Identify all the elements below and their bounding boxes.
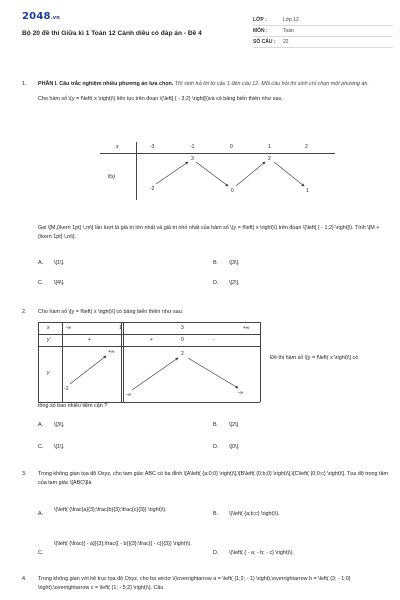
answer-letter: B. bbox=[213, 260, 219, 266]
f-value: 2 bbox=[268, 156, 271, 162]
f-value: 0 bbox=[231, 188, 234, 194]
answer-letter: A. bbox=[38, 511, 44, 517]
answer-letter: C. bbox=[38, 280, 44, 286]
y-value: 2 bbox=[181, 351, 184, 357]
question-stem: Trong không gian tọa độ Oxyz, cho tam giác ABC có ba đỉnh \[A\left( {a;0;0} \right)\],\[B\left( {0;b;0} \right)\],\[C\left( {0;0;c} \right)\]. Tọa độ trọng tâm của tam giác \[ABC\]là bbox=[38, 471, 388, 486]
site-logo[interactable] bbox=[22, 11, 60, 22]
answer-text: \[1\]. bbox=[54, 260, 65, 266]
question-2-ask bbox=[22, 402, 394, 411]
question-number: 3. bbox=[22, 471, 27, 477]
answer-letter: C. bbox=[38, 444, 44, 450]
x-value: 3 bbox=[181, 325, 184, 331]
x-value: 2 bbox=[305, 144, 308, 150]
answer-letter: C. bbox=[38, 550, 44, 556]
question-number: 4. bbox=[22, 576, 27, 582]
answer-d[interactable] bbox=[213, 280, 240, 286]
page-header bbox=[0, 0, 400, 58]
answer-letter: D. bbox=[213, 550, 219, 556]
answer-text: \(\left( {a;b;c} \right)\). bbox=[229, 511, 280, 517]
y-value: +∞ bbox=[108, 349, 115, 355]
question-3 bbox=[22, 470, 394, 488]
yprime-sign: 0 bbox=[181, 337, 184, 343]
answer-d[interactable] bbox=[213, 549, 294, 558]
answer-b[interactable] bbox=[213, 260, 240, 266]
part-heading bbox=[38, 80, 394, 89]
f-value: 3 bbox=[191, 156, 194, 162]
x-value: 1 bbox=[119, 325, 122, 331]
variation-arrows bbox=[100, 142, 335, 200]
x-value: -∞ bbox=[66, 325, 72, 331]
meta-key: SỐ CÂU : bbox=[253, 39, 276, 45]
question-body bbox=[38, 80, 394, 104]
x-value: +∞ bbox=[243, 325, 250, 331]
y-value: -∞ bbox=[238, 390, 244, 396]
variation-table-1 bbox=[100, 142, 335, 200]
yprime-sign: - bbox=[213, 337, 215, 343]
y-value: -1 bbox=[64, 386, 69, 392]
row-label-y: y bbox=[47, 370, 50, 376]
meta-key: LỚP : bbox=[253, 17, 267, 23]
answer-b[interactable] bbox=[213, 510, 280, 519]
answer-letter: A. bbox=[38, 260, 44, 266]
row-label-fx: f(x) bbox=[108, 174, 116, 180]
x-value: 1 bbox=[268, 144, 271, 150]
row-label-x: x bbox=[116, 144, 119, 150]
meta-row-subject bbox=[253, 26, 393, 37]
meta-key: MÔN : bbox=[253, 28, 268, 34]
question-1 bbox=[22, 80, 394, 104]
meta-value: Toán bbox=[283, 28, 294, 34]
meta-table bbox=[253, 15, 393, 48]
meta-value: 22 bbox=[283, 39, 289, 45]
row-label-yprime: y' bbox=[47, 337, 51, 343]
question-4 bbox=[22, 575, 394, 593]
answer-a[interactable] bbox=[38, 260, 65, 266]
question-number: 1. bbox=[22, 81, 27, 87]
answer-letter: B. bbox=[213, 422, 219, 428]
question-2 bbox=[22, 308, 394, 317]
question-stem: Cho hàm số \(y = f\left( x \right)\) liên tục trên đoạn \(\left[ { - 3;2} \right]\)và có bảng biến thiên như sau. bbox=[38, 96, 283, 102]
answer-text: \[0\]. bbox=[229, 444, 240, 450]
answer-text: \[4\]. bbox=[54, 280, 65, 286]
yprime-sign: + bbox=[150, 337, 153, 343]
answer-text: \[3\]. bbox=[54, 422, 65, 428]
answer-b[interactable] bbox=[213, 422, 240, 428]
question-ask: tổng số bao nhiêu tiệm cận ? bbox=[38, 403, 108, 409]
variation-arrows bbox=[38, 322, 260, 402]
answer-letter: A. bbox=[38, 422, 44, 428]
answer-letter: D. bbox=[213, 280, 219, 286]
question-stem: Cho hàm số \[y = f\left( x \right)\] có bảng biến thiên như sau: bbox=[38, 309, 184, 315]
answer-text: \[2\]. bbox=[229, 422, 240, 428]
answer-text: \(\left( { - a; - b; - c} \right)\). bbox=[229, 550, 295, 556]
x-value: -1 bbox=[190, 144, 195, 150]
answer-c[interactable] bbox=[38, 444, 65, 450]
answer-d[interactable] bbox=[213, 444, 240, 450]
answer-letter: D. bbox=[213, 444, 219, 450]
answer-text: \[3\]. bbox=[229, 260, 240, 266]
question-stem: Trong không gian với hệ trục tọa độ Oxyz, cho ba véctơ \(\overrightarrow a = \left( {1;2; - 1} \right),\overrightarrow b = \left( {3; - 1;0} \right),\overrightarrow c = \left( {1; - 5;2} \right)\). Câu bbox=[38, 576, 351, 591]
question-1-ask bbox=[22, 224, 394, 242]
variation-table-2 bbox=[38, 322, 260, 402]
question-side-text: Đồ thị hàm số \[y = f\left( x \right)\] có bbox=[270, 355, 359, 361]
x-value: 0 bbox=[230, 144, 233, 150]
part-title: PHẦN I. Câu trắc nghiệm nhiều phương án lựa chọn. bbox=[38, 81, 174, 87]
f-value: 1 bbox=[306, 188, 309, 194]
document-title: Bộ 20 đề thi Giữa kì 1 Toán 12 Cánh diều có đáp án - Đề 4 bbox=[22, 30, 202, 37]
answer-a[interactable] bbox=[38, 422, 65, 428]
answer-c[interactable] bbox=[38, 280, 65, 286]
meta-row-count bbox=[253, 37, 393, 48]
logo-text: 2048 bbox=[22, 11, 51, 22]
answer-text: \[2\]. bbox=[229, 280, 240, 286]
yprime-sign: + bbox=[88, 337, 91, 343]
meta-value: Lớp 12 bbox=[283, 17, 299, 23]
part-note: Thí sinh trả lời từ câu 1 đến câu 12. Mỗi câu hỏi thí sinh chỉ chọn một phương án. bbox=[174, 81, 369, 87]
f-value: -2 bbox=[150, 186, 155, 192]
answer-text: \(\left( {\frac{a}{3};\frac{b}{3};\frac{c}{3}} \right)\). bbox=[54, 507, 167, 513]
answer-text: \(\left( {\frac{{ - a}}{3};\frac{{ - b}}{3};\frac{{ - c}}{3}} \right)\). bbox=[54, 541, 192, 547]
meta-row-class bbox=[253, 15, 393, 26]
answer-text: \[1\]. bbox=[54, 444, 65, 450]
y-value: -∞ bbox=[126, 392, 132, 398]
answer-letter: B. bbox=[213, 511, 219, 517]
row-label-x: x bbox=[47, 325, 50, 331]
logo-suffix: .vn bbox=[50, 15, 60, 21]
answer-a[interactable] bbox=[38, 506, 198, 519]
answer-c[interactable] bbox=[38, 540, 198, 558]
x-value: -3 bbox=[150, 144, 155, 150]
question-ask: Gọi \[M,{\kern 1pt} \,m\] lần lượt là giá trị lớn nhất và giá trị nhỏ nhất của hàm số \(y = f\left( x \right)\) trên đoạn \(\left[ { - 1;2} \right]\). Tính \[M + {\kern 1pt} \,m\]. bbox=[38, 225, 380, 240]
question-number: 2. bbox=[22, 309, 27, 315]
